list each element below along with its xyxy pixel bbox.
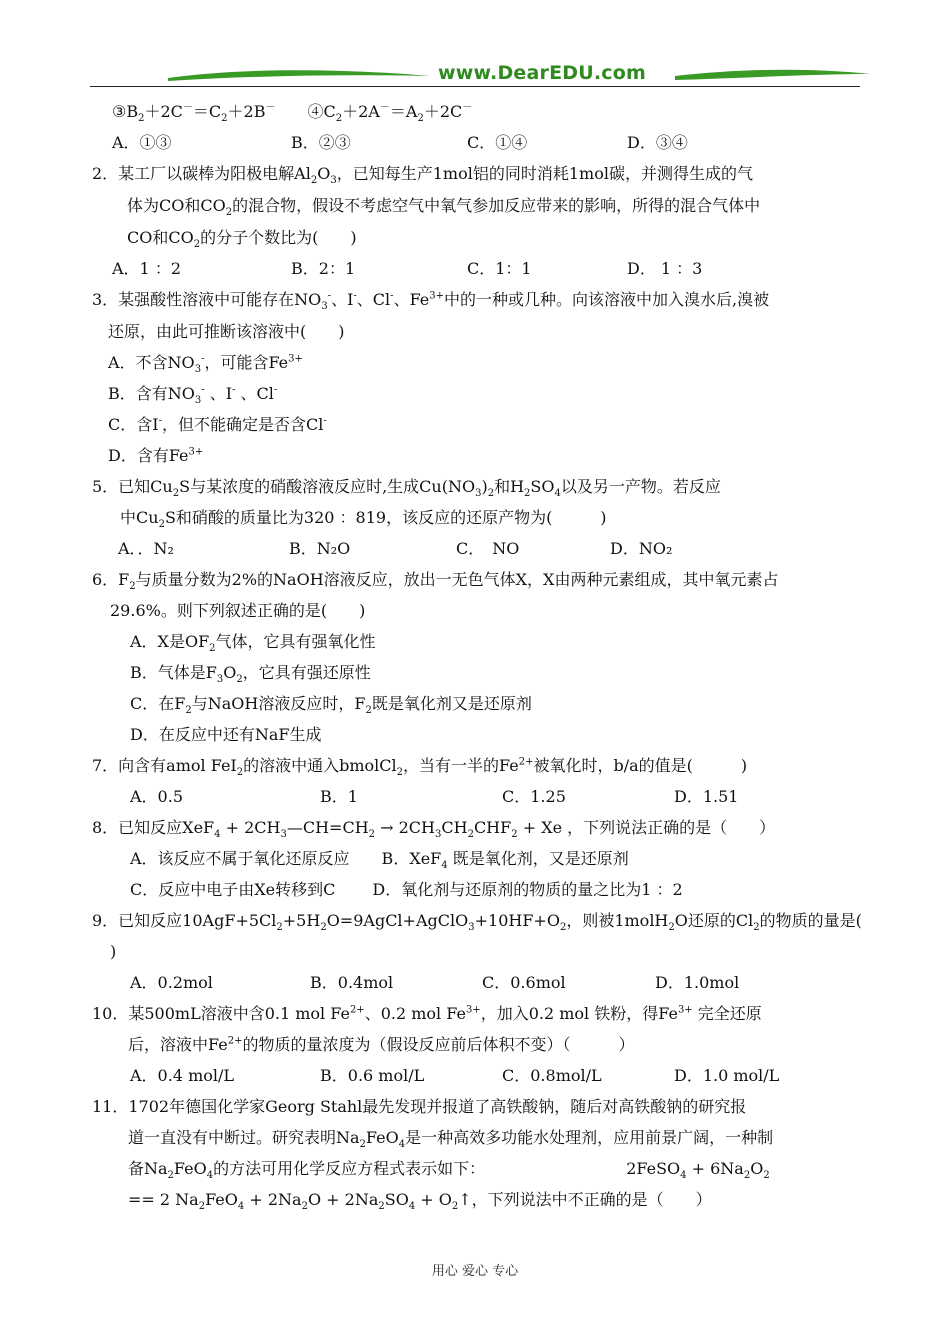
site-logo[interactable]: www.DearEDU.com <box>438 62 647 84</box>
q5-opts-option-3: D．NO₂ <box>610 539 673 558</box>
text-line-l11c: 备$Na_2FeO_4$的方法可用化学反应方程式表示如下： 2FeSO$_4$ + $6Na_2O_2$ <box>128 1159 770 1182</box>
q1-opts-option-1: B．②③ <box>291 133 351 152</box>
text-line-l3b: 还原，由此可推断该溶液中( ) <box>108 322 345 341</box>
text-line-l3d: B．含有$NO_3^-$ 、I- 、Cl- <box>108 384 278 407</box>
q7-opts-option-3: D．1.51 <box>674 787 739 806</box>
q9-opts-option-2: C．0.6mol <box>482 973 566 992</box>
q5-opts-option-2: C． NO <box>456 539 520 558</box>
green-swoosh-right <box>675 66 870 84</box>
q10-opts-option-2: C．0.8mol/L <box>502 1066 602 1085</box>
page-header <box>90 56 860 94</box>
q1-opts-option-3: D．③④ <box>627 133 688 152</box>
text-line-l10a: 10．某500mL溶液中含0.1 mol $Fe^{2+}$、0.2 mol $Fe^{3+}$，加入0.2 mol 铁粉，得$Fe^{3+}$ 完全还原 <box>92 1004 762 1023</box>
q10-opts-option-0: A．0.4 mol/L <box>130 1066 235 1085</box>
green-swoosh-left <box>168 66 430 84</box>
header-rule <box>90 86 860 87</box>
text-line-l8a: 8．已知反应$XeF_4 + 2CH_3—CH=CH_2 \to 2CH_3CH_2CHF_2 + Xe$ ，下列说法正确的是（ ） <box>92 818 776 841</box>
q7-opts-option-2: C．1.25 <box>502 787 566 806</box>
q9-opts-option-0: A．0.2mol <box>130 973 213 992</box>
q10-opts-option-1: B．0.6 mol/L <box>320 1066 425 1085</box>
text-line-l6d: B．气体是$F_3O_2$，它具有强还原性 <box>130 663 371 686</box>
q2-opts-option-1: B．2：1 <box>291 259 356 278</box>
text-line-l6a: 6．$F_2$与质量分数为2%的NaOH溶液反应，放出一无色气体X，X由两种元素组成，其中氧元素占 <box>92 570 779 593</box>
text-line-l11d: == 2 $Na_2FeO_4 + 2Na_2O + 2Na_2SO_4$ + $O_2↑$，下列说法中不正确的是（ ） <box>128 1190 712 1213</box>
text-line-l9a: 9．已知反应$10AgF+5Cl_2+5H_2O=9AgCl+AgClO_3+10HF+O_2$，则被1molH$_2$O还原的$Cl_2$的物质的量是( <box>92 911 862 934</box>
q9-opts-option-3: D．1.0mol <box>655 973 740 992</box>
text-line-l6f: D．在反应中还有NaF生成 <box>130 725 322 744</box>
q7-opts-option-1: B．1 <box>320 787 358 806</box>
text-line-l1: $③B_2+2C^-=C_2+2B^-$ $④C_2+2A^-=A_2+2C^-$ <box>112 102 473 125</box>
text-line-l7a: 7．向含有amol FeI$_2$的溶液中通入bmolCl$_2$，当有一半的$Fe^{2+}$被氧化时，b/a的值是( ) <box>92 756 748 779</box>
text-line-l2c: CO和$CO_2$的分子个数比为( ) <box>127 228 357 251</box>
text-line-l10b: 后，溶液中$Fe^{2+}$的物质的量浓度为（假设反应前后体积不变）（ ） <box>128 1035 635 1054</box>
text-line-l11a: 11．1702年德国化学家Georg Stahl最先发现并报道了高铁酸钠，随后对高铁酸钠的研究报 <box>92 1097 747 1116</box>
text-line-l6b: 29.6%。则下列叙述正确的是( ) <box>110 601 366 620</box>
q2-opts-option-3: D． 1 ：3 <box>627 259 703 278</box>
page-footer: 用心 爱心 专心 <box>431 1264 519 1279</box>
text-line-l6e: C．在$F_2$与NaOH溶液反应时，$F_2$既是氧化剂又是还原剂 <box>130 694 532 717</box>
text-line-l8b: A．该反应不属于氧化还原反应 B．XeF$_4$ 既是氧化剂，又是还原剂 <box>130 849 629 872</box>
q2-opts-option-2: C．1：1 <box>467 259 532 278</box>
q9-opts-option-1: B．0.4mol <box>310 973 394 992</box>
q10-opts-option-3: D．1.0 mol/L <box>674 1066 780 1085</box>
text-line-l5b: 中$Cu_2S$和硝酸的质量比为320 ：819，该反应的还原产物为( ) <box>120 508 607 531</box>
text-line-l2b: 体为CO和$CO_2$的混合物，假设不考虑空气中氧气参加反应带来的影响，所得的混合气体中 <box>127 196 761 219</box>
text-line-l2a: 2．某工厂以碳棒为阳极电解$Al_2O_3$，已知每生产1mol铝的同时消耗1mol碳，并测得生成的气 <box>92 164 753 187</box>
text-line-l3c: A．不含$NO_3^-$，可能含$Fe^{3+}$ <box>108 353 303 376</box>
q7-opts-option-0: A．0.5 <box>130 787 184 806</box>
text-line-l3a: 3．某强酸性溶液中可能存在$NO_3^-$、I-、Cl-、$Fe^{3+}$中的一种或几种。向该溶液中加入溴水后,溴被 <box>92 290 770 313</box>
text-line-l11b: 道一直没有中断过。研究表明$Na_2FeO_4$是一种高效多功能水处理剂，应用前景广阔，一种制 <box>128 1128 774 1151</box>
q1-opts-option-0: A．①③ <box>112 133 172 152</box>
text-line-l3e: C．含I-，但不能确定是否含Cl- <box>108 415 327 434</box>
text-line-l8c: C．反应中电子由Xe转移到C D．氧化剂与还原剂的物质的量之比为1 ：2 <box>130 880 683 899</box>
q2-opts-option-0: A．1 ：2 <box>112 259 182 278</box>
q5-opts-option-0: A．．N₂ <box>118 539 174 558</box>
text-line-l3f: D．含有$Fe^{3+}$ <box>108 446 204 465</box>
q5-opts-option-1: B．N₂O <box>289 539 351 558</box>
text-line-l6c: A．X是$OF_2$气体，它具有强氧化性 <box>130 632 376 655</box>
text-line-l9b: ) <box>110 942 117 961</box>
text-line-l5a: 5．已知$Cu_2S$与某浓度的硝酸溶液反应时,生成$Cu(NO_3)_2$和$H_2SO_4$以及另一产物。若反应 <box>92 477 721 500</box>
q1-opts-option-2: C．①④ <box>467 133 528 152</box>
